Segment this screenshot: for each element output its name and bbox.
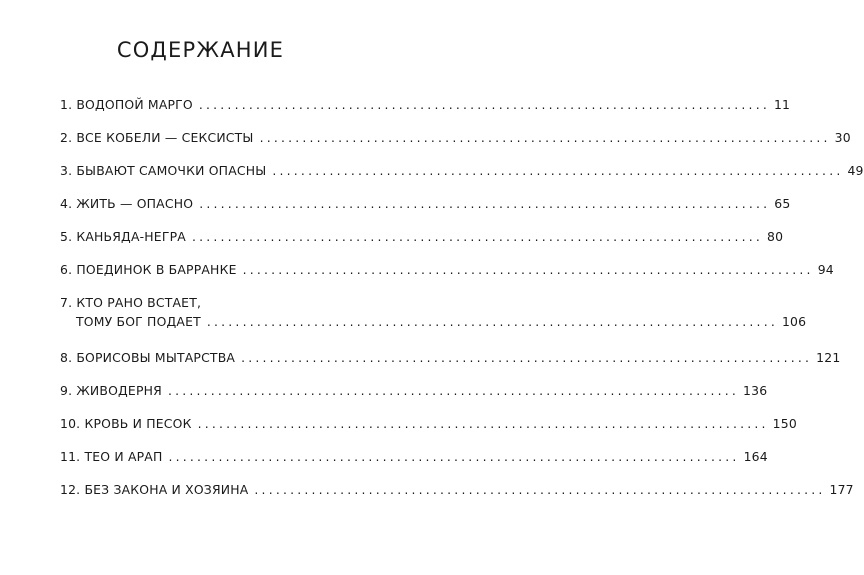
toc-entry-label: 12. БЕЗ ЗАКОНА И ХОЗЯИНА [60, 482, 249, 497]
toc-entry-page: 11 [773, 97, 791, 112]
toc-entry-page: 30 [834, 130, 851, 145]
leader-dots: ................................................................................ [197, 416, 769, 431]
leader-dots: ................................................................................ [272, 163, 844, 178]
toc-entry [60, 480, 854, 513]
toc-entry-label-continued: ТОМУ БОГ ПОДАЕТ [76, 314, 201, 329]
toc-entry-label: 2. ВСЕ КОБЕЛИ — СЕКСИСТЫ [60, 130, 254, 145]
toc-title: СОДЕРЖАНИЕ [116, 38, 285, 62]
toc-entry-page: 49 [847, 163, 864, 178]
toc-entry-label: 1. ВОДОПОЙ МАРГО [60, 97, 193, 112]
toc-entry-page: 177 [829, 482, 854, 497]
toc-entry-page: 136 [743, 383, 768, 398]
leader-dots: ................................................................................ [168, 449, 740, 464]
toc-entry-label: 9. ЖИВОДЕРНЯ [60, 383, 162, 398]
leader-dots: ................................................................................ [206, 314, 778, 329]
toc-entry-page: 80 [767, 229, 784, 244]
toc-entry [60, 447, 768, 480]
toc-entry [60, 227, 784, 260]
leader-dots: ................................................................................ [198, 97, 770, 112]
toc-entry-page: 150 [772, 416, 797, 431]
toc-entry [60, 260, 834, 293]
toc-entry-page: 65 [774, 196, 791, 211]
toc-entry-label: 10. КРОВЬ И ПЕСОК [60, 416, 192, 431]
leader-dots: ................................................................................ [199, 196, 771, 211]
toc-entry [60, 161, 864, 194]
leader-dots: ................................................................................ [254, 482, 826, 497]
toc-entry [60, 348, 841, 381]
toc-entry-label: 7. КТО РАНО ВСТАЕТ, [60, 295, 202, 310]
leader-dots: ................................................................................ [259, 130, 831, 145]
leader-dots: ................................................................................ [242, 262, 814, 277]
toc-entry-label: 6. ПОЕДИНОК В БАРРАНКЕ [60, 262, 237, 277]
leader-dots: ................................................................................ [241, 350, 813, 365]
toc-entry-label: 4. ЖИТЬ — ОПАСНО [60, 196, 194, 211]
toc-entry-page: 106 [781, 314, 807, 329]
toc-entry [60, 128, 851, 161]
toc-entry [60, 95, 791, 128]
toc-entry [60, 414, 797, 447]
toc-entry-label: 3. БЫВАЮТ САМОЧКИ ОПАСНЫ [60, 163, 267, 178]
toc-entry [60, 194, 791, 227]
toc-entry-label: 8. БОРИСОВЫ МЫТАРСТВА [60, 350, 236, 365]
toc-entry-label: 11. ТЕО И АРАП [60, 449, 163, 464]
leader-dots: ................................................................................ [167, 383, 740, 398]
toc-entry-page: 164 [743, 449, 768, 464]
toc-entry [60, 293, 807, 348]
leader-dots: ................................................................................ [191, 229, 764, 244]
toc-entry-label: 5. КАНЬЯДА-НЕГРА [60, 229, 186, 244]
toc-entry-page: 121 [816, 350, 841, 365]
toc-list [60, 95, 864, 513]
toc-entry-page: 94 [817, 262, 834, 277]
toc-entry [60, 381, 768, 414]
